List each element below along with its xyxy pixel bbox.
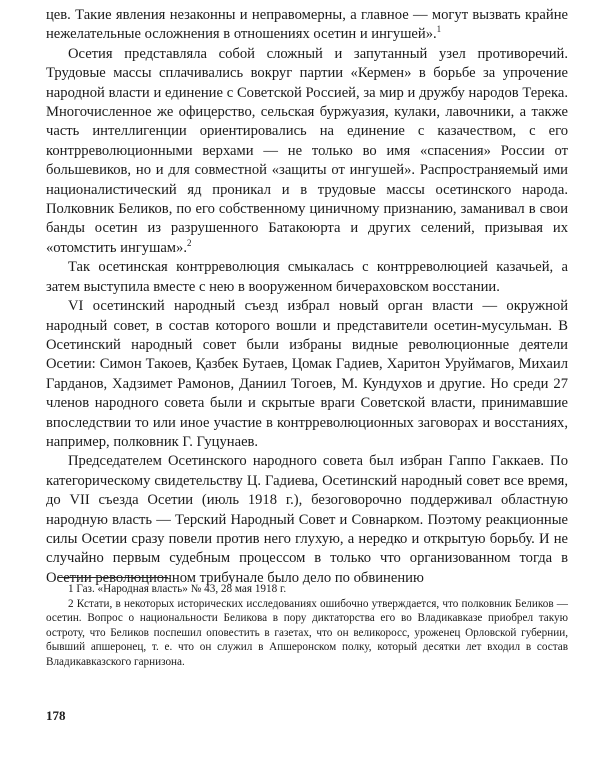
page-number: 178 xyxy=(46,708,66,723)
paragraph-2 xyxy=(46,45,568,258)
footnote-1: 1 Газ. «Народная власть» № 43, 28 мая 1918 г. xyxy=(68,583,287,595)
paragraph-4: VI осетинский народный съезд избрал новый орган власти — окружной народный совет, в состав которого вошли и представители осетин-мусульман. В Осетинский народный совет были избраны видные революционные деятели Осетии: Симон Такоев, Қазбек Бутаев, Цомак Гадиев, Харитон Уруймагов, Михаил Гарданов, Хадзимет Рамонов, Даниил Тогоев, М. Кундухов и другие. Но среди 27 членов народного совета были и скрытые враги Советской власти, принимавшие впоследствии то или иное участие в контрреволюционных заговорах и восстаниях, например, полковник Г. Гуцунаев. xyxy=(46,298,568,450)
footnote-ref-1: 1 xyxy=(436,24,442,35)
paragraph-5: Председателем Осетинского народного совета был избран Гаппо Гаккаев. По категорическому свидетельству Ц. Гадиева, Осетинский народный совет все время, до VII съезда Осетии (июль 1918 г.), безоговорочно поддерживал областную народную власть — Терский Народный Совет и Совнарком. Поэтому реакционные силы Осетии сразу повели против него глухую, а нередко и открытую борьбу. И не случайно первым судебным процессом в только что организованном тогда в Осетии революционном трибунале было дело по обвинению xyxy=(46,453,568,586)
footnote-ref-2: 2 xyxy=(187,238,192,249)
paragraph-1 xyxy=(46,6,568,45)
footnotes xyxy=(46,582,568,670)
footnote-2: 2 Кстати, в некоторых исторических исследованиях ошибочно утверждается, что полковник Беликов — осетин. Вопрос о национальности Беликова в пору диктаторства его во Владикавказе приобрел такую остроту, что Беликов поспешил оповестить в газетах, что он великоросс, уроженец Орловской губернии, бывший апшеронец, т. е. что он служил в Апшеронском полку, который десятки лет входил в состав Владикавказского гарнизона. xyxy=(46,597,568,668)
paragraph-1-text: цев. Такие явления незаконны и неправомерны, а главное — могут вызвать крайне нежелательные осложнения в отношениях осетин и ингушей». xyxy=(46,7,568,43)
paragraph-3: Так осетинская контрреволюция смыкалась с контрреволюцией казачьей, а затем выступила вместе с нею в вооруженном бичераховском восстании. xyxy=(46,259,568,295)
footnote-divider xyxy=(58,577,168,578)
paragraph-2-text: Осетия представляла собой сложный и запутанный узел противоречий. Трудовые массы сплачивались вокруг партии «Кермен» в борьбе за упрочение народной власти и единение с Советской Россией, за мир и дружбу народов Терека. Многочисленное же офицерство, сельская буржуазия, кулаки, лавочники, а также часть интеллигенции ориентировались на единение с казачеством, с его контрреволюционными верхами — не только во имя «спасения» России от большевиков, но и для совместной «защиты от ингушей». Распространяемый ими националистический яд проникал и в трудовые массы осетинского народа. Полковник Беликов, по его собственному циничному признанию, заманивал в свои банды осетин из разрушенного Батакоюрта и других селений, призывая их «отомстить ингушам». xyxy=(46,45,568,256)
main-text xyxy=(46,6,568,588)
